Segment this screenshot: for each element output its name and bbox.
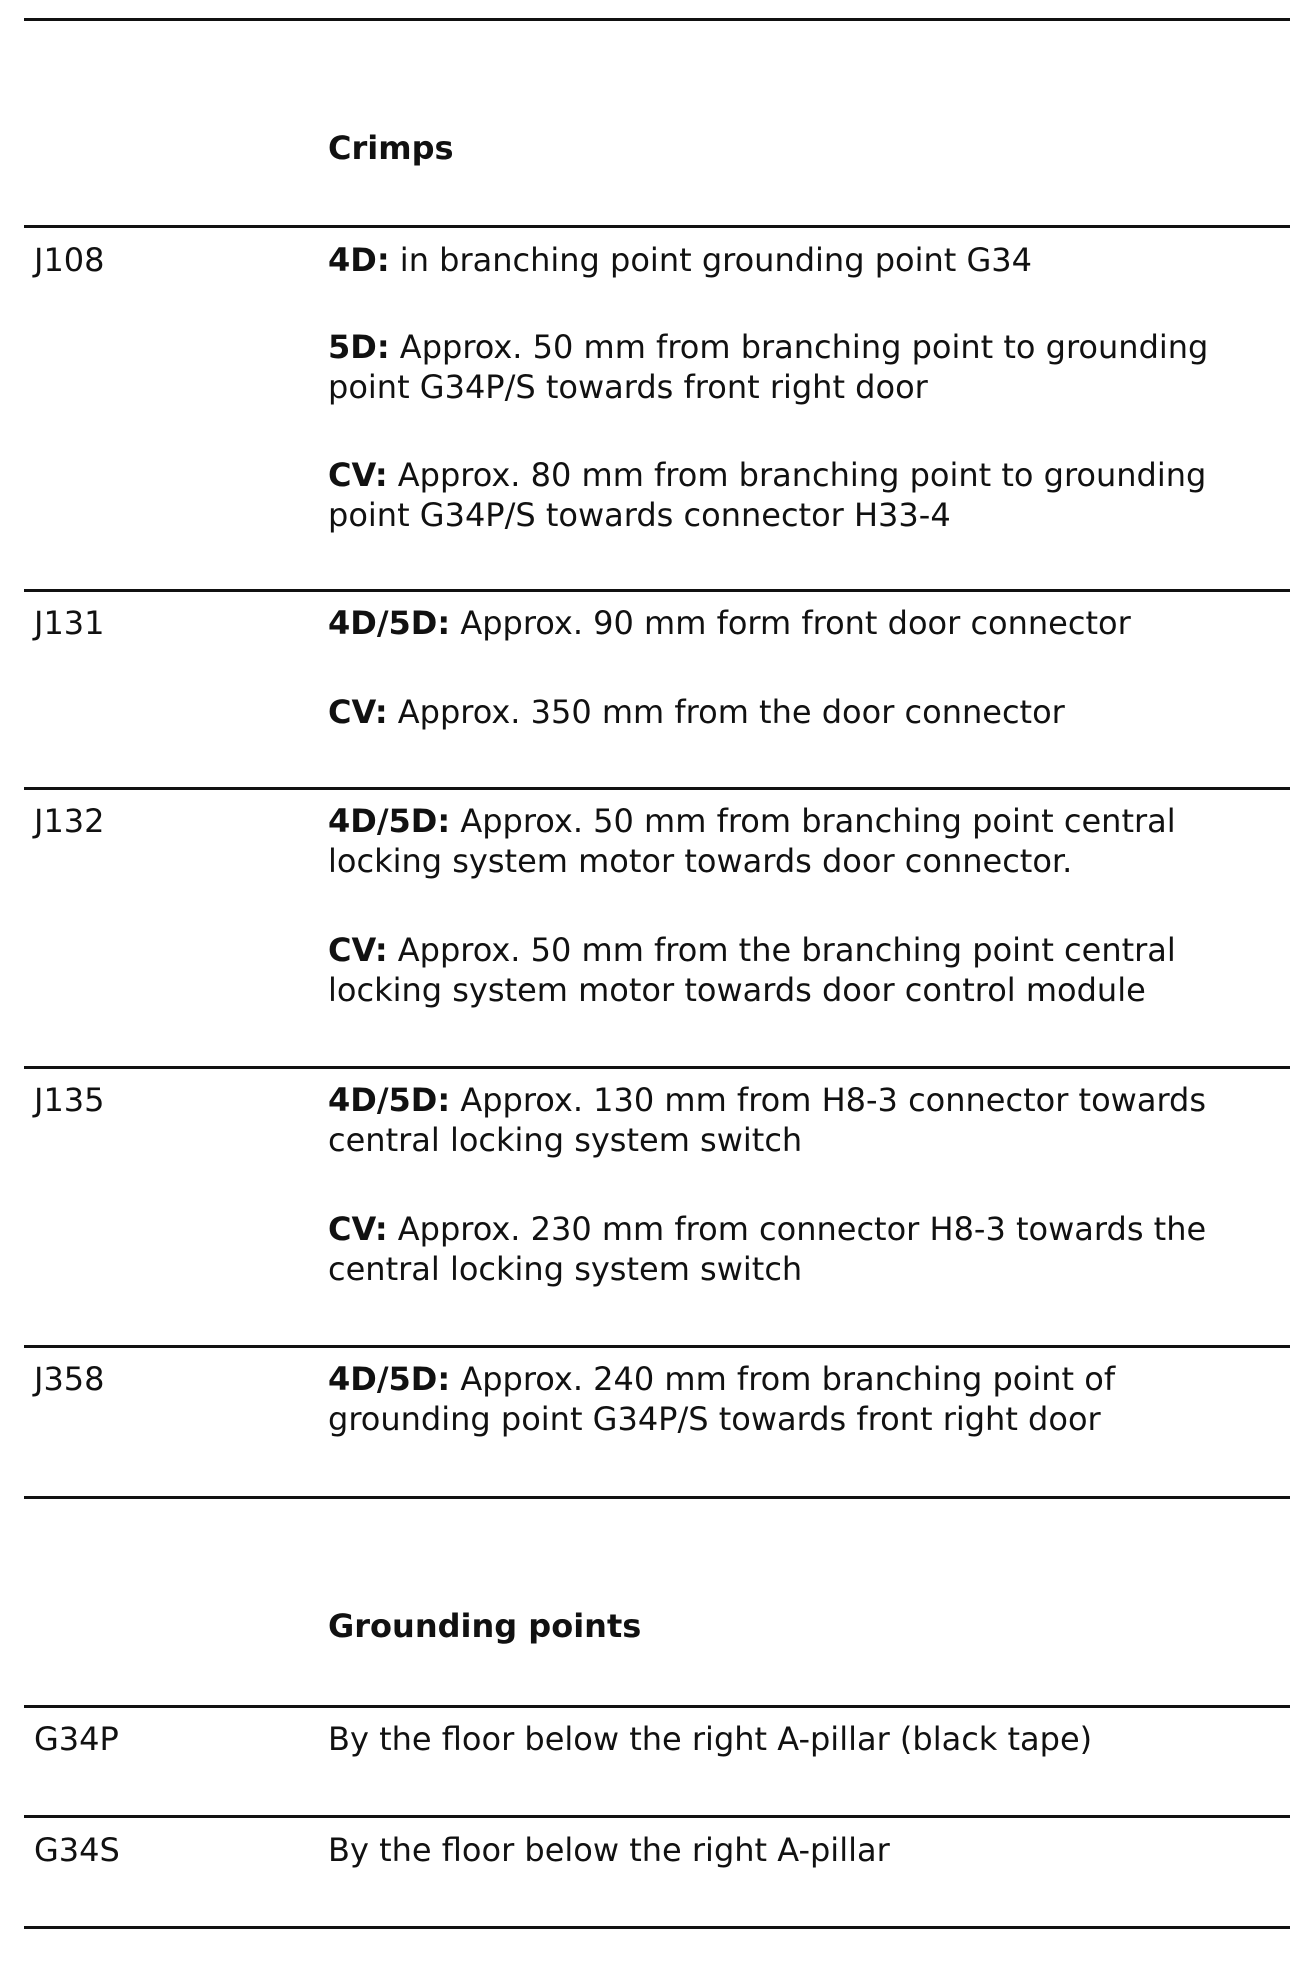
crimp-entry [328,930,1288,1010]
entry-text: Approx. 50 mm from branching point central [450,802,1176,840]
entry-label: CV: [328,456,388,494]
entry-label: CV: [328,1210,388,1248]
entry-label: CV: [328,931,388,969]
row-rule [24,1345,1290,1348]
grounding-heading: Grounding points [328,1607,642,1645]
crimp-entry [328,1209,1288,1289]
grounding-entry: By the floor below the right A-pillar (black tape) [328,1720,1093,1758]
entry-text: Approx. 50 mm from the branching point central [387,931,1176,969]
entry-text: point G34P/S towards connector H33-4 [328,496,951,534]
crimp-code: J108 [34,241,105,279]
grounding-code: G34P [34,1720,119,1758]
row-rule [24,1496,1290,1499]
grounding-code: G34S [34,1831,120,1869]
entry-label: 5D: [328,328,390,366]
entry-text: Approx. 80 mm from branching point to grounding [387,456,1207,494]
crimps-heading: Crimps [328,129,454,167]
entry-text: Approx. 90 mm form front door connector [450,604,1131,642]
entry-label: 4D/5D: [328,1360,451,1398]
grounding-entry: By the floor below the right A-pillar [328,1831,890,1869]
entry-text: Approx. 50 mm from branching point to grounding [389,328,1209,366]
row-rule [24,1815,1290,1818]
row-rule [24,1066,1290,1069]
crimp-entry [328,692,1288,732]
crimp-entry [328,1080,1288,1160]
entry-text: point G34P/S towards front right door [328,368,928,406]
entry-text: central locking system switch [328,1250,803,1288]
bottom-rule [24,1926,1290,1929]
crimp-entry [328,455,1288,535]
entry-text: central locking system switch [328,1121,803,1159]
entry-label: 4D/5D: [328,604,451,642]
crimps-heading-rule [24,225,1290,228]
entry-text: Approx. 240 mm from branching point of [450,1360,1116,1398]
entry-text: locking system motor towards door control module [328,971,1146,1009]
crimp-entry [328,1359,1288,1439]
entry-label: CV: [328,693,388,731]
crimp-entry [328,801,1288,881]
entry-text: Approx. 130 mm from H8-3 connector towards [450,1081,1207,1119]
crimp-entry [328,240,1288,280]
crimp-code: J358 [34,1360,105,1398]
entry-text: in branching point grounding point G34 [389,241,1032,279]
entry-label: 4D: [328,241,390,279]
entry-label: 4D/5D: [328,802,451,840]
row-rule [24,589,1290,592]
grounding-heading-rule [24,1705,1290,1708]
top-rule [24,18,1290,21]
crimp-code: J135 [34,1081,105,1119]
entry-text: Approx. 350 mm from the door connector [387,693,1065,731]
crimp-entry [328,603,1288,643]
entry-text: locking system motor towards door connector. [328,842,1073,880]
entry-label: 4D/5D: [328,1081,451,1119]
row-rule [24,787,1290,790]
crimp-entry [328,327,1288,407]
crimp-code: J132 [34,802,105,840]
crimp-code: J131 [34,604,105,642]
entry-text: Approx. 230 mm from connector H8-3 towards the [387,1210,1207,1248]
entry-text: grounding point G34P/S towards front right door [328,1400,1101,1438]
